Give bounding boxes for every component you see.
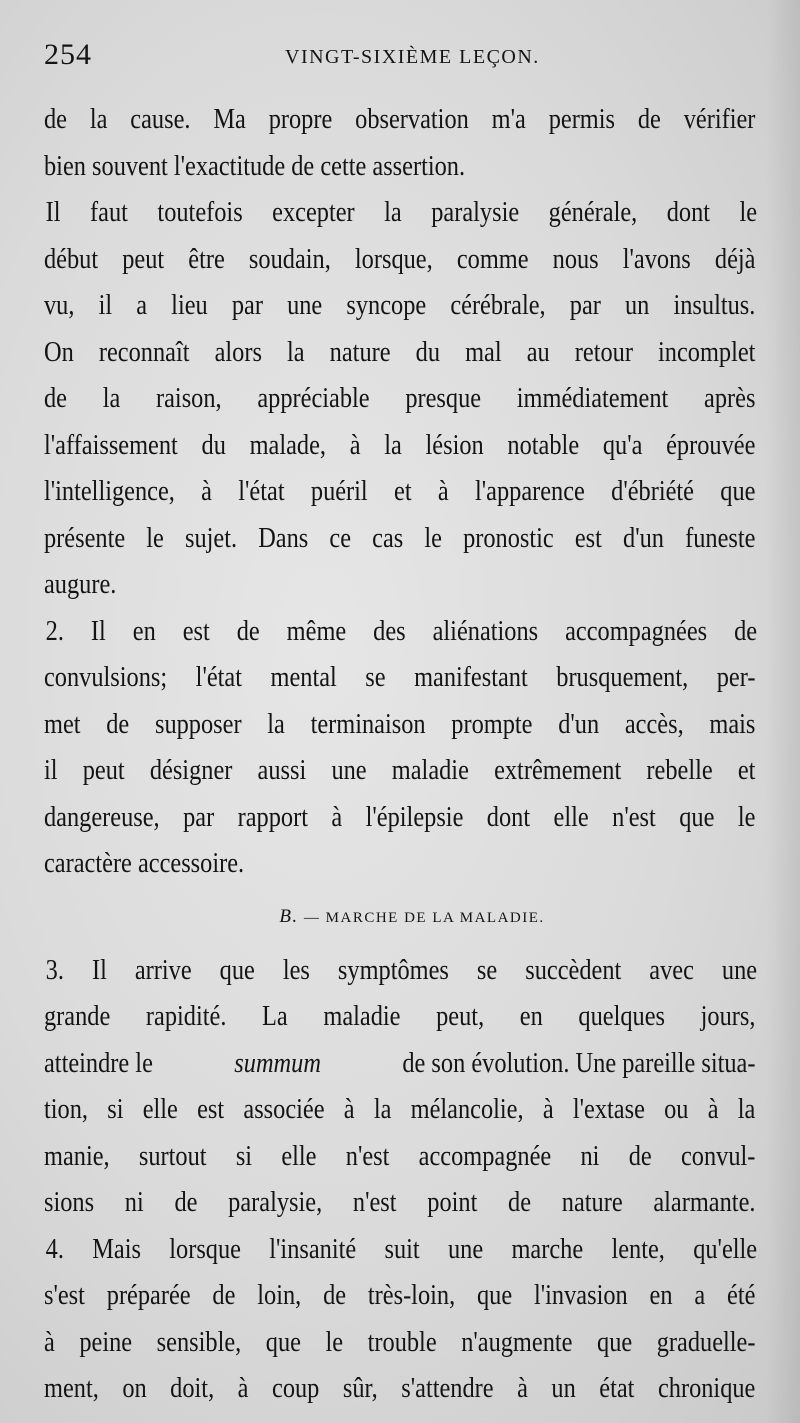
word: par xyxy=(231,289,263,321)
word: de xyxy=(734,614,758,647)
word: après xyxy=(704,382,756,414)
word: raison, xyxy=(156,382,222,414)
word: Dans xyxy=(258,521,309,554)
word: trouble xyxy=(367,1325,437,1358)
word: que xyxy=(597,1325,633,1358)
word: de xyxy=(44,103,67,135)
word: maladie xyxy=(391,754,469,786)
chapter-title: VINGT-SIXIÈME LEÇON. xyxy=(285,46,540,68)
word: nature xyxy=(561,1186,623,1218)
word: l'épilepsie xyxy=(365,800,464,833)
word: 2. xyxy=(45,614,64,647)
word: cas xyxy=(372,521,404,554)
word: que xyxy=(265,1325,301,1358)
word: elle xyxy=(281,1139,317,1172)
word: l'affaissement xyxy=(44,428,178,461)
word: surtout xyxy=(138,1139,207,1172)
word: rapport xyxy=(237,800,308,833)
word: alarmante. xyxy=(653,1186,756,1218)
word: par xyxy=(183,800,215,833)
word: sensible, xyxy=(156,1325,242,1358)
paragraph-2 xyxy=(44,189,756,608)
word: de xyxy=(637,103,661,135)
word: alors xyxy=(214,335,262,368)
word: Il xyxy=(91,953,107,986)
word: par xyxy=(569,289,601,321)
text-line xyxy=(44,422,755,469)
word: une xyxy=(448,1232,484,1265)
word: Il xyxy=(45,196,61,228)
italic-term: summum xyxy=(234,1046,321,1079)
word: se xyxy=(476,953,498,986)
text-line xyxy=(44,794,755,841)
word: associée xyxy=(243,1093,325,1125)
word: l'avons xyxy=(622,242,691,275)
word: le xyxy=(739,196,758,228)
word: d'un xyxy=(558,707,600,740)
word: le xyxy=(325,1325,344,1358)
word: état xyxy=(599,1372,635,1404)
word: la xyxy=(384,196,402,228)
word: en xyxy=(132,614,156,647)
word: au xyxy=(526,335,550,368)
word: a xyxy=(136,289,148,321)
word: sûr, xyxy=(342,1372,378,1404)
text-line: caractère accessoire. xyxy=(44,847,245,879)
word: manifestant xyxy=(414,661,528,693)
word: per- xyxy=(716,661,756,693)
text-line xyxy=(44,1086,755,1133)
word: une xyxy=(721,953,758,986)
text-line xyxy=(44,993,755,1040)
word: loin, xyxy=(257,1279,302,1311)
section-heading xyxy=(44,887,756,947)
word: il xyxy=(98,289,113,321)
text-line xyxy=(44,701,755,748)
word: le xyxy=(737,800,756,833)
word: si xyxy=(235,1139,253,1172)
word: lieu xyxy=(171,289,208,321)
word: peut xyxy=(82,754,125,786)
word: accompagnée xyxy=(418,1139,552,1172)
word: tion, xyxy=(44,1093,88,1125)
word: a xyxy=(694,1279,706,1311)
word: Mais xyxy=(92,1232,141,1265)
word: presque xyxy=(405,382,482,414)
word: la xyxy=(384,428,402,461)
text-line xyxy=(44,608,757,655)
word: cérébrale, xyxy=(450,289,546,321)
word: paralysie, xyxy=(228,1186,323,1218)
word: 3. xyxy=(45,953,64,986)
word: de xyxy=(44,382,67,414)
word: soudain, xyxy=(248,242,331,275)
word: lésion xyxy=(425,428,484,461)
section-letter: B. xyxy=(279,905,299,927)
running-head xyxy=(44,38,756,78)
text-line xyxy=(44,654,755,701)
word: il xyxy=(44,754,58,786)
word: que xyxy=(219,953,255,986)
word: préparée xyxy=(106,1279,191,1311)
page-number: 254 xyxy=(44,38,92,71)
word: qu'elle xyxy=(693,1232,758,1265)
text-line xyxy=(44,189,757,236)
paragraph-4 xyxy=(44,947,756,1226)
word: lente, xyxy=(611,1232,665,1265)
word: que xyxy=(679,800,715,833)
word: s'attendre xyxy=(401,1372,494,1404)
text-segment: atteindre le xyxy=(44,1046,153,1079)
word: une xyxy=(287,289,323,321)
word: un xyxy=(551,1372,576,1404)
text-line xyxy=(44,375,755,422)
word: avec xyxy=(649,953,694,986)
word: et xyxy=(394,475,412,507)
word: graduelle- xyxy=(656,1325,756,1358)
word: comme xyxy=(456,242,529,275)
word: une xyxy=(331,754,367,786)
word: même xyxy=(286,614,347,647)
word: On xyxy=(44,335,74,368)
text-line xyxy=(44,468,755,515)
word: met xyxy=(44,707,81,740)
text-segment: de son évolution. Une pareille situa- xyxy=(402,1046,756,1079)
word: convulsions; xyxy=(44,661,168,693)
word: que xyxy=(720,475,756,507)
word: dangereuse, xyxy=(44,800,160,833)
word: le xyxy=(424,521,442,554)
word: dont xyxy=(666,196,711,228)
text-line xyxy=(44,236,755,283)
word: point xyxy=(427,1186,478,1218)
word: ment, xyxy=(44,1372,99,1404)
word: n'est xyxy=(612,800,656,833)
word: à xyxy=(437,475,449,507)
word: nature xyxy=(329,335,391,368)
word: succèdent xyxy=(525,953,622,986)
word: Il xyxy=(90,614,106,647)
word: peut xyxy=(122,242,165,275)
word: toutefois xyxy=(157,196,243,228)
word: supposer xyxy=(154,707,242,740)
word: suit xyxy=(384,1232,420,1265)
word: du xyxy=(201,428,226,461)
word: un xyxy=(625,289,650,321)
word: mental xyxy=(270,661,337,693)
word: sions xyxy=(44,1186,95,1218)
word: retour xyxy=(574,335,633,368)
word: à xyxy=(517,1372,528,1404)
word: m'a xyxy=(491,103,526,135)
text-line xyxy=(44,96,755,143)
word: convul- xyxy=(680,1139,756,1172)
word: à xyxy=(237,1372,249,1404)
word: de xyxy=(236,614,260,647)
word: peut, xyxy=(436,1000,485,1032)
word: paralysie xyxy=(431,196,520,228)
word: de xyxy=(508,1186,532,1218)
word: d'un xyxy=(623,521,664,554)
word: pronostic xyxy=(463,521,554,554)
word: propre xyxy=(268,103,333,135)
word: à xyxy=(201,475,212,507)
word: syncope xyxy=(346,289,427,321)
word: symptômes xyxy=(337,953,449,986)
paragraph-5 xyxy=(44,1226,756,1412)
word: que xyxy=(477,1279,513,1311)
word: funeste xyxy=(685,521,756,554)
word: observation xyxy=(355,103,469,135)
text-line xyxy=(44,282,755,329)
word: lorsque xyxy=(169,1232,241,1265)
word: n'est xyxy=(345,1139,390,1172)
text-line xyxy=(44,329,755,376)
word: dont xyxy=(486,800,531,833)
word: désigner xyxy=(149,754,233,786)
word: ce xyxy=(329,521,352,554)
word: insultus. xyxy=(673,289,756,321)
word: l'état xyxy=(238,475,285,507)
word: La xyxy=(262,1000,288,1032)
section-title: — MARCHE DE LA MALADIE. xyxy=(303,909,545,926)
word: n'augmente xyxy=(461,1325,573,1358)
word: très-loin, xyxy=(367,1279,456,1311)
text-line: augure. xyxy=(44,568,117,600)
word: notable xyxy=(507,428,580,461)
word: doit, xyxy=(170,1372,215,1404)
word: puéril xyxy=(310,475,368,507)
word: mais xyxy=(709,707,756,740)
word: la xyxy=(737,1093,756,1125)
word: elle xyxy=(142,1093,178,1125)
word: si xyxy=(107,1093,124,1125)
word: quelques xyxy=(578,1000,666,1032)
word: peine xyxy=(79,1325,133,1358)
word: de xyxy=(174,1186,198,1218)
word: on xyxy=(122,1372,147,1404)
word: à xyxy=(349,428,361,461)
paragraph-3 xyxy=(44,608,756,887)
word: début xyxy=(44,242,99,275)
word: mélancolie, xyxy=(410,1093,524,1125)
word: l'état xyxy=(195,661,242,693)
text-line xyxy=(44,1319,755,1366)
body-text xyxy=(44,96,756,1412)
text-line xyxy=(44,747,755,794)
word: de xyxy=(628,1139,652,1172)
text-line xyxy=(44,1365,755,1412)
word: brusquement, xyxy=(556,661,689,693)
word: accès, xyxy=(624,707,684,740)
word: et xyxy=(737,754,756,786)
word: de xyxy=(212,1279,236,1311)
word: être xyxy=(188,242,225,275)
word: l'insanité xyxy=(269,1232,357,1265)
word: coup xyxy=(272,1372,320,1404)
word: du xyxy=(415,335,440,368)
word: les xyxy=(282,953,310,986)
text-line xyxy=(44,947,757,994)
word: reconnaît xyxy=(98,335,190,368)
word: de xyxy=(106,707,130,740)
text-line xyxy=(44,1272,755,1319)
word: manie, xyxy=(44,1139,110,1172)
text-line xyxy=(44,1133,755,1180)
word: ni xyxy=(580,1139,600,1172)
word: la xyxy=(102,382,121,414)
word: en xyxy=(649,1279,673,1311)
word: l'extase xyxy=(572,1093,645,1125)
word: à xyxy=(707,1093,719,1125)
word: à xyxy=(44,1325,55,1358)
word: rapidité. xyxy=(145,1000,227,1032)
word: l'intelligence, xyxy=(44,475,175,507)
word: ni xyxy=(124,1186,144,1218)
word: d'ébriété xyxy=(611,475,695,507)
word: se xyxy=(365,661,386,693)
word: des xyxy=(373,614,406,647)
word: arrive xyxy=(134,953,192,986)
word: prompte xyxy=(451,707,533,740)
word: à xyxy=(331,800,343,833)
word: l'invasion xyxy=(534,1279,628,1311)
word: incomplet xyxy=(658,335,756,368)
word: jours, xyxy=(700,1000,756,1032)
word: marche xyxy=(511,1232,584,1265)
word: la xyxy=(89,103,108,135)
word: de xyxy=(323,1279,347,1311)
word: le xyxy=(146,521,164,554)
word: excepter xyxy=(272,196,355,228)
word: été xyxy=(727,1279,756,1311)
word: rebelle xyxy=(646,754,713,786)
word: déjà xyxy=(714,242,756,275)
word: présente xyxy=(44,521,126,554)
word: à xyxy=(542,1093,554,1125)
word: malade, xyxy=(249,428,327,461)
text-line xyxy=(44,1226,757,1273)
word: éprouvée xyxy=(666,428,756,461)
word: l'apparence xyxy=(474,475,585,507)
word: chronique xyxy=(657,1372,756,1404)
word: appréciable xyxy=(257,382,370,414)
word: vérifier xyxy=(683,103,756,135)
word: aliénations xyxy=(432,614,539,647)
text-line xyxy=(44,1040,755,1087)
word: accompagnées xyxy=(565,614,708,647)
word: terminaison xyxy=(310,707,426,740)
word: est xyxy=(197,1093,225,1125)
word: est xyxy=(182,614,210,647)
word: Ma xyxy=(213,103,246,135)
word: est xyxy=(574,521,602,554)
word: la xyxy=(267,707,285,740)
word: elle xyxy=(553,800,589,833)
word: vu, xyxy=(44,289,75,321)
word: grande xyxy=(44,1000,111,1032)
word: ou xyxy=(664,1093,689,1125)
word: sujet. xyxy=(184,521,238,554)
word: la xyxy=(287,335,305,368)
word: la xyxy=(373,1093,392,1125)
word: extrêmement xyxy=(494,754,622,786)
word: en xyxy=(519,1000,543,1032)
word: mal xyxy=(465,335,502,368)
text-line: bien souvent l'exactitude de cette assertion. xyxy=(44,149,466,182)
word: cause. xyxy=(130,103,191,135)
word: générale, xyxy=(548,196,638,228)
word: faut xyxy=(90,196,128,228)
word: à xyxy=(343,1093,355,1125)
word: lorsque, xyxy=(354,242,433,275)
text-line xyxy=(44,515,755,562)
word: maladie xyxy=(323,1000,401,1032)
word: qu'a xyxy=(602,428,643,461)
word: nous xyxy=(552,242,599,275)
word: permis xyxy=(548,103,616,135)
paragraph-1 xyxy=(44,96,756,189)
text-line xyxy=(44,1179,755,1226)
word: aussi xyxy=(257,754,307,786)
word: s'est xyxy=(44,1279,85,1311)
word: immédiatement xyxy=(516,382,669,414)
word: 4. xyxy=(45,1232,64,1265)
word: n'est xyxy=(352,1186,397,1218)
